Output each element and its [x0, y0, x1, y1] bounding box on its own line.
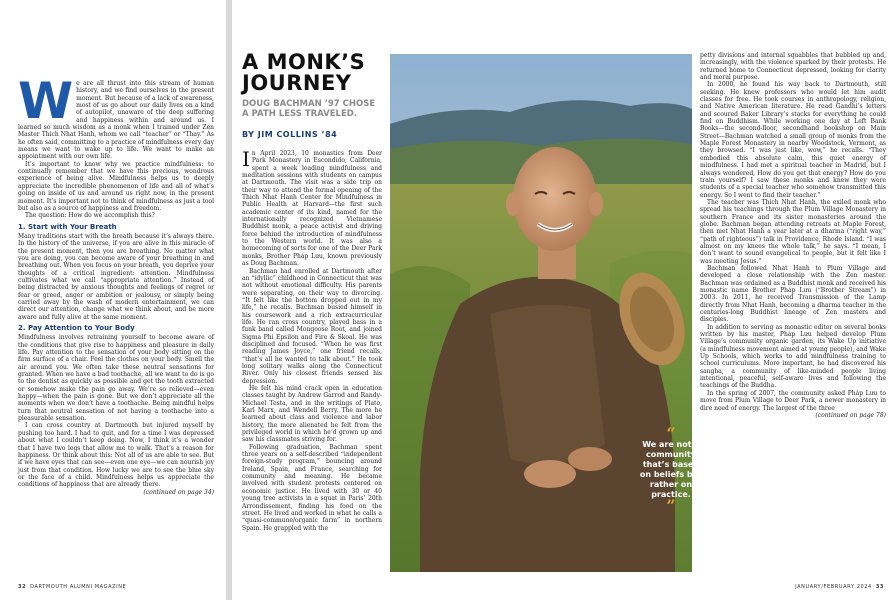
drop-cap: I	[242, 147, 250, 171]
magazine-name: DARTMOUTH ALUMNI MAGAZINE	[30, 584, 127, 590]
paragraph: Bachman had enrolled at Dartmouth after an “idyllic” childhood in Connecticut that was not without emotional difficulty. His parents were separating, on their way to divorcing. “It felt like the bottom dropped out in my life,” he recalls. Bachman busied himself in his coursework and a rich extracurricular life. He ran cross country, played bass in a funk band called Mongoose Root, and joined Sigma Phi Epsilon and Fire & Skoal. He was disciplined and focused. “When he was first reading James Joyce,” one friend recalls, “that’s all he wanted to talk about.” He took long solitary walks along the Connecticut River. Only his closest friends sensed his depression.	[242, 267, 382, 385]
paragraph: Many traditions start with the breath because it’s always there. In the history of the universe, if you are alive in this miracle of the present moment, then you are breathing. No matter what you are doing, you can become aware of your breathing in and breathing out. When you focus on your breath, you deprive your thoughts of a critical ingredient: attention. Mindfulness cultivates what we call “appropriate attention.” Instead of being distracted by anxious thoughts and feelings of regret or fear or greed, anger or ambition or jealousy, or simply being carried away by the wash of modern entertainment, we can direct our attention, change what we think about, and be more aware and fully alive at the same moment.	[18, 232, 214, 321]
left-page	[0, 0, 226, 600]
column-2-text	[700, 52, 886, 419]
close-quote-icon: ”	[666, 496, 676, 515]
column-1-text	[242, 147, 382, 532]
heading-number: 2.	[18, 324, 26, 332]
left-folio	[18, 584, 126, 590]
article-title: A MONK’S JOURNEY	[242, 50, 366, 95]
paragraph: In 2000, he found his way back to Dartmouth, still seeking. He knew professors who would let him audit classes for free. He took courses in anthropology, religion, and Native American literature. He read Gandhi’s letters and scoured Baker Library’s stacks for everything he could find on Buddhism. While working one day at Left Bank Books—the second-floor, secondhand bookshop on Main Street—Bachman watched a small group of monks from the Maple Forest Monastery in nearby Woodstock, Vermont, as they browsed. “I was just like, wow,” he recalls. “They embodied this absolute calm, this quiet energy of mindfulness. I had met a spiritual teacher in Madrid, but I always wondered, How do you get that energy? How do you train yourself? I saw these monks and knew they were students of a special teacher who somehow transmitted this energy. So I went to find their teacher.”	[700, 81, 886, 199]
article-deck: DOUG BACHMAN ’97 CHOSE A PATH LESS TRAVELED.	[242, 99, 376, 119]
continued-note: (continued on page 34)	[143, 488, 214, 496]
byline: BY JIM COLLINS ’84	[242, 130, 338, 139]
paragraph: He felt his mind crack open in education classes taught by Andrew Garrod and Randy-Michael Testa, and in the writings of Plato, Karl Marx, and Wendell Berry. The more he learned about class and violence and labor history, the more alienated he felt from the privileged world in which he’d grown up and saw his classmates striving for.	[242, 385, 382, 444]
issue-date: JANUARY/FEBRUARY 2024	[795, 584, 872, 590]
paragraph: Following graduation, Bachman spent three years on a self-described “independent foreign-study program,” bouncing around Ireland, Spain, and France, searching for community and meaning. He became involved with student protests centered on economic justice. He lived with 30 or 40 young tree activists in a squat in Paris’ 20th Arrondissement, finding his food on the street. He lived and worked in what he calls a “quasi-commune/organic farm” in northern Spain. He grappled with the	[242, 443, 382, 532]
paragraph: n April 2023, 10 monastics from Deer Park Monastery in Escondido, California, spent a week leading mindfulness and meditation sessions with students on campus at Dartmouth. The visit was a side trip on their way to attend the formal opening of the Thich Nhat Hanh Center for Mindfulness in Public Health at Harvard—the first such academic center of its kind, named for the internationally recognized Vietnamese Buddhist monk, a peace activist and driving force behind the introduction of mindfulness to the Western world. It was also a homecoming of sorts for one of the Deer Park monks, Brother Pháp Lưu, known previously as Doug Bachman.	[242, 150, 382, 268]
left-column-text	[18, 72, 214, 496]
section-heading-1	[18, 224, 214, 231]
section-heading-2	[18, 325, 214, 332]
pull-quote-text: We are not a community that’s based on beliefs but rather on practice.	[639, 440, 703, 499]
paragraph: In the spring of 2007, the community asked Pháp Lưu to move from Plum Village to Deer Park, a newer monastery in dire need of energy. The largest of the three	[700, 389, 886, 412]
paragraph: It’s important to know why we practice mindfulness: to continually remember that we have this precious, wondrous experience of being alive. Mindfulness helps us to deeply appreciate the incredible phenomenon of life and all of what’s going on inside of us and around us right now, in the present moment. It’s important not to think of mindfulness as just a tool but also as a source of happiness and freedom.	[18, 160, 214, 212]
right-page	[232, 0, 896, 600]
right-folio	[795, 584, 884, 590]
paragraph: In addition to serving as monastic editor on several books written by his master, Pháp Lưu helped develop Plum Village’s community organic garden, its Wake Up initiative (a mindfulness movement aimed at young people), and Wake Up Schools, which works to add mindfulness training to school curriculums. More important, he had discovered his sangha, a community of like-minded people living intentional, peaceful, self-aware lives and following the teachings of the Buddha.	[700, 323, 886, 390]
paragraph: The teacher was Thich Nhat Hanh, the exiled monk who spread his teachings through the Plum Village Monastery in southern France and its sister monasteries around the globe. Bachman began attending retreats at Maple Forest, then met Nhat Hanh a year later at a dharma (“right way,” “path of righteous”) talk in Providence, Rhode Island. “I was almost on my knees the whole talk,” he says. “I mean, I don’t want to sound evangelical to people, but it felt like I was meeting Jesus.”	[700, 198, 886, 265]
intro-paragraph: e are all thrust into this stream of human history, and we find ourselves in the present moment. But because of a lack of awareness, most of us go about our daily lives on a kind of autopilot, unaware of the deep suffering and happiness within and around us. I learned so much wisdom as a monk when I trained under Zen Master Thich Nhat Hanh, whom we call “teacher” or “Thay.” As he often said, committing to a practice of mindfulness every day means we want to wake up to life. We want to make an appointment with our own life.	[18, 80, 214, 161]
page-number: 32	[18, 584, 27, 590]
paragraph: petty divisions and internal squabbles that bubbled up and, increasingly, with the violence sparked by their protests. He returned home to Connecticut depressed, looking for clarity and moral purpose.	[700, 52, 886, 82]
paragraph: Bachman followed Nhat Hanh to Plum Village and developed a close relationship with the Zen master. Bachman was ordained as a Buddhist monk and received his monastic name Brother Pháp Lưu (“Brother Stream”) in 2003. In 2011, he received Transmission of the Lamp directly from Nhat Hanh, becoming a dharma teacher in the centuries-long Buddhist lineage of Zen masters and disciples.	[700, 264, 886, 324]
continued-note: (continued on page 78)	[815, 411, 886, 419]
heading-text: Start with Your Breath	[27, 222, 117, 231]
drop-cap: W	[18, 72, 74, 130]
page-number: 33	[875, 584, 884, 590]
paragraph: I can cross country at Dartmouth but injured myself by pushing too hard. I had to quit, and for a time I was depressed about what I couldn’t keep doing. Now, I think it’s a wonder that I have two legs that allow me to walk. That’s a reason for happiness. Or think about this: Not all of us are able to see. But if we have eyes that can see—even one eye—we can nourish joy just from that condition. How lucky we are to see the blue sky or the face of a child. Mindfulness helps us appreciate the conditions of happiness that are already there.	[18, 422, 214, 489]
paragraph: The question: How do we accomplish this?	[25, 212, 155, 220]
paragraph: Mindfulness involves retraining yourself to become aware of the conditions that give rise to happiness and pleasure in daily life. Pay attention to the sensation of your body sitting on the firm surface of a chair. Feel the clothes on your body. Smell the air around you. We often take these neutral sensations for granted. When we have a bad toothache, all we want to do is go to the dentist as quickly as possible and get the tooth extracted or somehow make the pain go away. We’re so relieved—even happy—when the pain is gone. But we don’t appreciate all the moments when we don’t have a toothache. Being mindful helps turn that neutral sensation of not having a toothache into a pleasurable sensation.	[18, 334, 214, 423]
pull-quote	[636, 424, 706, 515]
heading-number: 1.	[18, 222, 26, 231]
open-quote-icon: “	[666, 424, 676, 443]
heading-text: Pay Attention to Your Body	[27, 324, 135, 332]
